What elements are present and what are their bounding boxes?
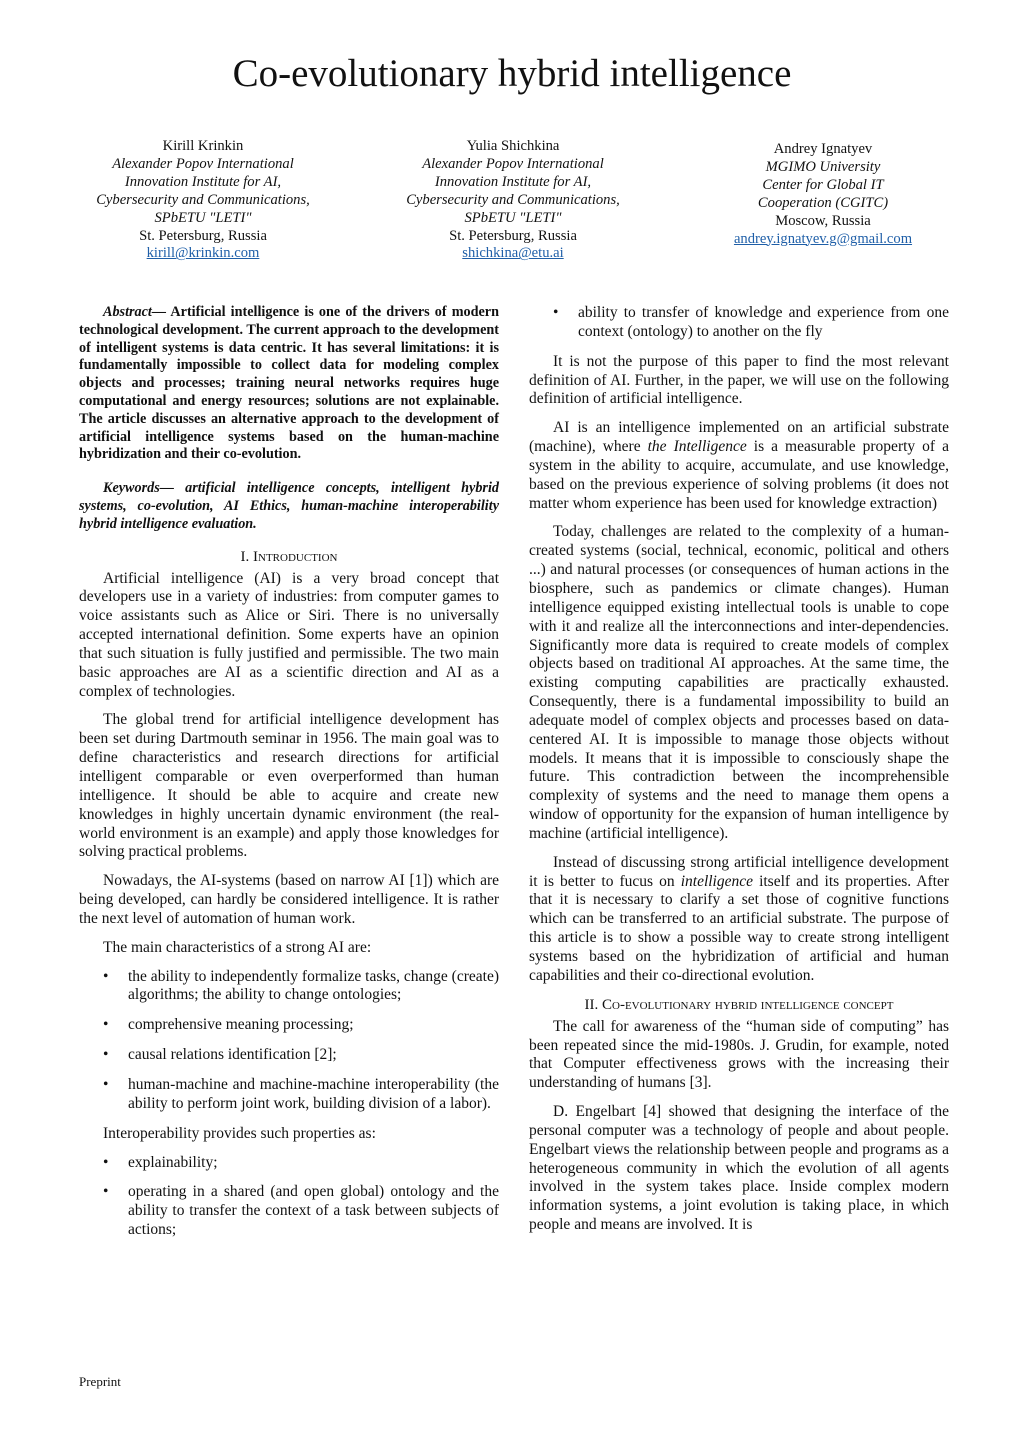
author-email-link[interactable]: andrey.ignatyev.g@gmail.com (733, 230, 913, 247)
text-run: Artificial intelligence is one of the drivers of modern technological development. The current approach to the development of intelligent systems is data centric. It has several limitations: it is fundamentally impossible to collect data for modeling complex objects and processes; training neural networks requires huge computational and energy resources; solutions are not explainable. The article discusses an alternative approach to the development of artificial intelligence systems based on the human-machine hybridization and their co-evolution. (79, 304, 499, 463)
section-heading (529, 996, 949, 1014)
author-location: Moscow, Russia (775, 212, 871, 229)
paragraph (529, 1018, 949, 1093)
paragraph (79, 711, 499, 862)
author-block (53, 138, 353, 263)
text-run: is a measurable property of a system in the ability to acquire, accumulate, and use knowledge, based on the previous experience of solving problems (it does not matter whom experience has been used for knowledge extraction) (529, 438, 949, 512)
keywords (79, 480, 499, 533)
author-affiliation: Cooperation (CGITC) (757, 194, 889, 211)
text-run: Interoperability provides such properties as: (103, 1124, 376, 1142)
author-affiliation: Alexander Popov International (422, 155, 604, 172)
text-run: I. Introduction (240, 548, 338, 565)
text-run: explainability; (128, 1153, 218, 1171)
section-heading (79, 548, 499, 566)
text-run: comprehensive meaning processing; (128, 1016, 354, 1034)
author-affiliation: Cybersecurity and Communications, (406, 191, 620, 208)
bullet-item (79, 1016, 499, 1035)
author-affiliation: Center for Global IT (762, 176, 884, 193)
paragraph (79, 939, 499, 958)
author-affiliation: SPbETU "LETI" (154, 209, 252, 226)
paragraph (529, 1103, 949, 1235)
bullet-icon: • (103, 1153, 109, 1171)
author-affiliation: Cybersecurity and Communications, (96, 191, 310, 208)
author-email-link[interactable]: shichkina@etu.ai (462, 245, 564, 262)
author-affiliation: MGIMO University (765, 158, 881, 175)
text-run: Keywords— artificial intelligence concepts, intelligent hybrid systems, co-evolution, AI Ethics, human-machine interoperability hybrid intelligence evaluation. (79, 480, 499, 532)
text-run: operating in a shared (and open global) ontology and the ability to transfer the context of a task between subjects of actions; (128, 1183, 499, 1239)
bullet-icon: • (553, 304, 559, 321)
text-run: Today, challenges are related to the complexity of a human-created systems (social, technical, economic, political and others ...) and natural processes (or consequences of human actions in the biosphere, such as pandemics or climate changes). Human intelligence equipped existing intellectual tools is unable to cope with it and realize all the interconnections and inter-dependencies. Significantly more data is required to create models of complex objects based on traditional AI approaches. At the same time, the existing computing capabilities are practically exhausted. Consequently, there is a fundamental impossibility to build an adequate model of complex objects and processes based on data-centered AI. It is impossible to manage those objects without models. It means that it is impossible to consciously shape the future. This contradiction between the incomprehensible complexity of systems and the need to manage them opens a window of opportunity for the expansion of human intelligence by machine (artificial intelligence). (529, 523, 949, 842)
text-run: the ability to independently formalize tasks, change (create) algorithms; the ability to change ontologies; (128, 967, 499, 1004)
right-column (529, 304, 949, 1245)
emphasis-run: intelligence (680, 872, 754, 890)
author-affiliation: SPbETU "LETI" (464, 209, 562, 226)
text-run: The call for awareness of the “human side of computing” has been repeated since the mid-1980s. J. Grudin, for example, noted that Computer effectiveness grows with the increasing their understanding of humans [3]. (529, 1017, 949, 1092)
bullet-item (529, 304, 949, 342)
paper-title: Co-evolutionary hybrid intelligence (232, 52, 792, 95)
paragraph (529, 854, 949, 986)
bullet-icon: • (103, 1046, 109, 1064)
bullet-item (79, 1183, 499, 1240)
text-run: The global trend for artificial intelligence development has been set during Dartmouth seminar in 1956. The main goal was to define characteristics and research directions for artificial intelligent comparable or even overperformed than human intelligence. It should be able to acquire and create new knowledges in highly uncertain dynamic environment (the real-world environment is an example) and apply those knowledges for solving practical problems. (79, 711, 499, 861)
text-run: human-machine and machine-machine interoperability (the ability to perform joint work, building division of a labor). (128, 1075, 499, 1112)
author-block (363, 138, 663, 263)
text-run: Artificial intelligence (AI) is a very broad concept that developers use in a variety of industries: from computer games to voice assistants such as Alice or Siri. There is no universally accepted international definition. Some experts have an opinion that such situation is fully justified and permissible. The two main basic approaches are AI as a scientific direction and AI as a complex of technologies. (79, 569, 499, 700)
author-location: St. Petersburg, Russia (449, 227, 577, 244)
author-location: St. Petersburg, Russia (139, 227, 267, 244)
text-run: causal relations identification [2]; (128, 1046, 337, 1064)
author-block (673, 141, 973, 248)
paragraph (79, 570, 499, 702)
emphasis-run: Abstract— (103, 304, 167, 320)
text-run: Nowadays, the AI-systems (based on narrow AI [1]) which are being developed, can hardly be considered intelligence. It is rather the next level of automation of human work. (79, 872, 499, 927)
bullet-item (79, 968, 499, 1006)
emphasis-run: the Intelligence (647, 438, 747, 456)
paragraph (79, 1125, 499, 1144)
author-affiliation: Alexander Popov International (112, 155, 294, 172)
bullet-item (79, 1154, 499, 1173)
left-column (79, 304, 499, 1251)
bullet-icon: • (103, 1183, 109, 1201)
text-run: itself and its properties. After that it is necessary to clarify a set those of cognitive functions which can be transferred to an artificial substrate. The purpose of this article is to show a possible way to create strong intelligent systems based on the hybridization of artificial and human capabilities and their co-directional evolution. (529, 872, 950, 984)
bullet-icon: • (103, 1016, 109, 1034)
bullet-item (79, 1076, 499, 1114)
text-run: ability to transfer of knowledge and experience from one context (ontology) to another on the fly (578, 304, 949, 340)
author-affiliation: Innovation Institute for AI, (124, 173, 282, 190)
paragraph (79, 872, 499, 929)
text-run: D. Engelbart [4] showed that designing the interface of the personal computer was a technology of people and about people. Engelbart views the relationship between people and programs as a heterogeneous community in which the evolution of all agents involved in the system takes place. Inside complex modern information systems, a joint evolution is taking place, in which people and means are involved. It is (529, 1103, 949, 1234)
author-email-link[interactable]: kirill@krinkin.com (146, 245, 260, 262)
author-name: Yulia Shichkina (466, 138, 560, 154)
author-affiliation: Innovation Institute for AI, (434, 173, 592, 190)
text-run: II. Co-evolutionary hybrid intelligence concept (584, 996, 894, 1013)
bullet-icon: • (103, 1075, 109, 1093)
bullet-icon: • (103, 967, 109, 985)
paragraph (529, 419, 949, 513)
text-run: AI is an intelligence implemented on an artificial substrate (machine), where (529, 419, 949, 456)
paragraph (529, 353, 949, 410)
text-run: Instead of discussing strong artificial intelligence development it is better to fucus on (529, 853, 949, 890)
footer-preprint: Preprint (79, 1374, 121, 1389)
text-run: The main characteristics of a strong AI are: (103, 938, 372, 956)
abstract (79, 304, 499, 464)
author-name: Kirill Krinkin (162, 138, 244, 154)
author-name: Andrey Ignatyev (773, 141, 873, 157)
bullet-item (79, 1046, 499, 1065)
text-run: It is not the purpose of this paper to find the most relevant definition of AI. Further, in the paper, we will use on the following definition of artificial intelligence. (529, 352, 949, 408)
paragraph (529, 523, 949, 843)
